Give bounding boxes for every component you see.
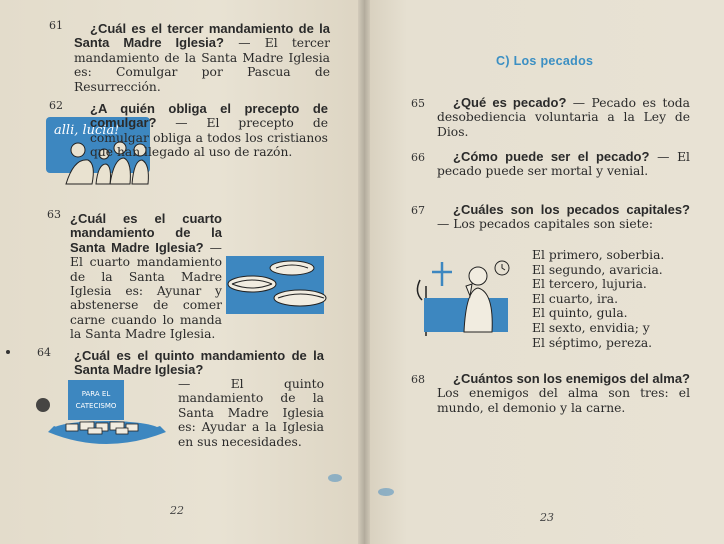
sin-item: El cuarto, ira. [532,291,619,306]
sign-line-2: CATECISMO [75,402,117,410]
question-65 [437,96,690,139]
blue-smudge [328,474,342,482]
question-63 [70,212,222,342]
fish-platter-illustration [224,254,328,318]
question-number-63: 63 [47,208,61,221]
question-65-text: ¿Qué es pecado? [453,95,567,110]
question-62-first-line-wrap [90,102,328,160]
sin-item: El segundo, avaricia. [532,262,663,277]
sin-item: El sexto, envidia; y [532,320,650,335]
sign-line-1: PARA EL [81,390,111,398]
question-68-text: ¿Cuántos son los enemigos del alma? [453,371,690,386]
question-66-text: ¿Cómo puede ser el pecado? [453,149,650,164]
answer-62-text: — El precepto de comulgar obliga a todos los cristianos que han llegado al uso de razón. [90,116,328,160]
question-67-text: ¿Cuáles son los pecados capitales? [453,202,690,217]
question-number-68: 68 [411,373,425,386]
question-number-62: 62 [49,99,63,112]
sin-item: El primero, soberbia. [532,248,665,262]
ink-dot [6,350,10,354]
question-64 [74,349,324,378]
answer-68-text: Los enemigos del alma son tres: el mundo, el demonio y la carne. [437,386,690,415]
sin-item: El tercero, lujuria. [532,277,647,292]
question-68 [437,372,690,415]
question-66 [437,150,690,179]
capital-sins-list [532,248,664,350]
question-number-64: 64 [37,346,51,359]
answer-63-text: — El cuarto mandamiento de la Santa Madre Iglesia es: Ayunar y abstenerse de comer carne cuando lo manda la Santa Madre Iglesia. [70,240,222,342]
question-number-65: 65 [411,97,425,110]
answer-67-text: — Los pecados capitales son siete: [437,217,654,232]
question-62-bound: ¿A quién obliga el precepto de comulgar? [90,101,328,131]
book-spine [358,0,370,544]
page-number-left: 22 [170,504,184,517]
page-number-right: 23 [540,511,554,524]
question-63-text: ¿Cuál es el cuarto mandamiento de la Santa Madre Iglesia? [70,211,222,255]
illustration-script-text: alli, lucia! [54,123,120,138]
answer-65-text: — Pecado es toda desobediencia voluntaria a la Ley de Dios. [437,96,690,139]
sin-item: El séptimo, pereza. [532,335,653,350]
question-64-text: ¿Cuál es el quinto mandamiento de la Santa Madre Iglesia? [74,348,324,378]
question-61-text: ¿Cuál es el tercer mandamiento de la Santa Madre Iglesia? [74,21,330,51]
blue-smudge [378,488,394,496]
question-number-61: 61 [49,19,63,32]
answer-64-block [178,377,324,449]
question-61 [74,22,330,94]
answer-61-text: — El tercer mandamiento de la Santa Madre Iglesia es: Comulgar por Pascua de Resurrección. [74,36,330,94]
praying-child-illustration [412,256,516,336]
sin-item: El quinto, gula. [532,306,628,321]
section-title: C) Los pecados [496,54,594,68]
answer-64-text: — El quinto mandamiento de la Santa Madre Iglesia es: Ayudar a la Iglesia en sus necesidades. [178,377,324,449]
question-67 [437,203,690,232]
collection-box-illustration [44,378,170,452]
ink-stain [36,398,50,412]
question-number-66: 66 [411,151,425,164]
question-number-67: 67 [411,204,425,217]
answer-66-text: — El pecado puede ser mortal y venial. [437,150,690,179]
